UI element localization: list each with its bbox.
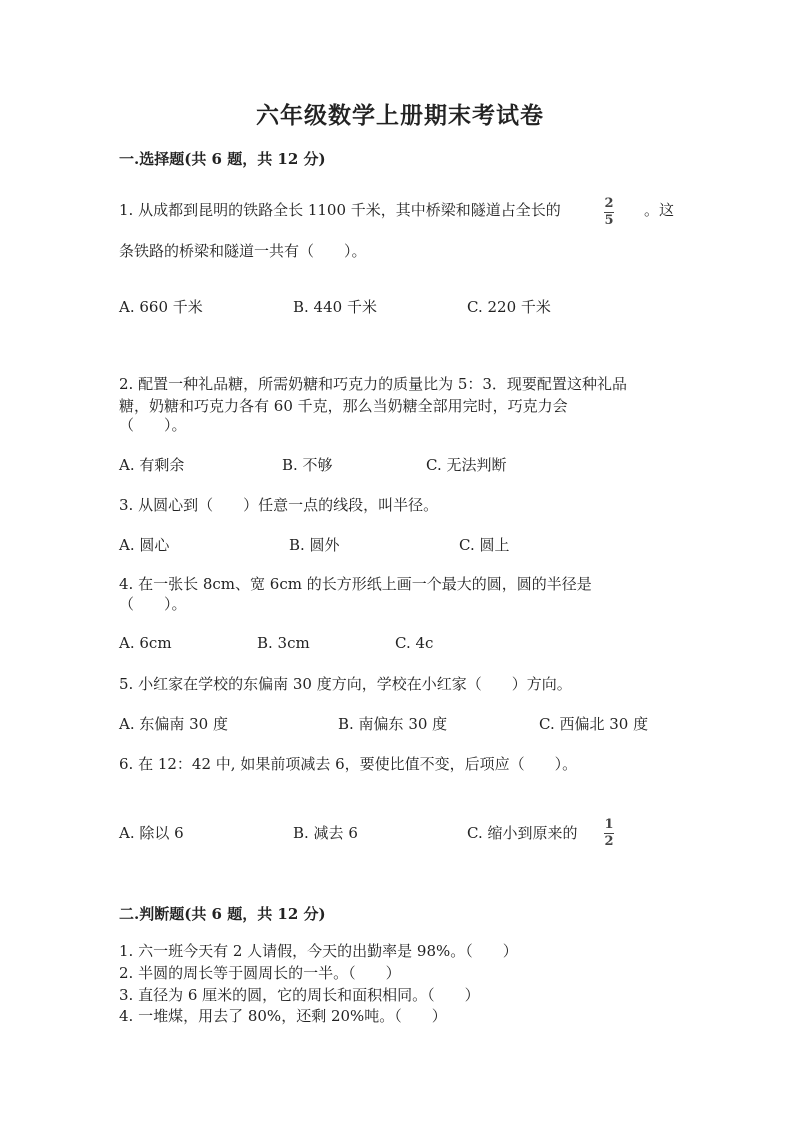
section-heading-judgement: 二.判断题(共 6 题，共 12 分)	[119, 905, 326, 923]
question-6-option-c[interactable]: C. 缩小到原来的	[467, 824, 578, 842]
fraction-two-fifths	[604, 197, 614, 228]
judgement-item-2: 2. 半圆的周长等于圆周长的一半。（ ）	[119, 964, 401, 982]
question-3-option-b[interactable]: B. 圆外	[289, 536, 340, 554]
question-4-line-1: 4. 在一张长 8cm、宽 6cm 的长方形纸上画一个最大的圆，圆的半径是	[119, 575, 592, 593]
question-3-line-1: 3. 从圆心到（ ）任意一点的线段，叫半径。	[119, 496, 439, 514]
question-3-option-c[interactable]: C. 圆上	[459, 536, 510, 554]
question-2-line-1: 2. 配置一种礼品糖，所需奶糖和巧克力的质量比为 5：3．现要配置这种礼品	[119, 375, 627, 393]
judgement-item-1: 1. 六一班今天有 2 人请假，今天的出勤率是 98%。（ ）	[119, 942, 518, 960]
question-2-line-3: （ ）。	[119, 416, 187, 434]
question-6-option-b[interactable]: B. 减去 6	[293, 824, 358, 842]
question-2-option-c[interactable]: C. 无法判断	[426, 456, 507, 474]
question-1-line-2: 条铁路的桥梁和隧道一共有（ ）。	[119, 242, 367, 260]
question-1-line-1	[119, 199, 561, 221]
judgement-item-4: 4. 一堆煤，用去了 80%，还剩 20%吨。（ ）	[119, 1007, 447, 1025]
question-4-line-2: （ ）。	[119, 595, 187, 613]
question-4-option-c[interactable]: C. 4c	[395, 634, 434, 652]
question-5-line-1: 5. 小红家在学校的东偏南 30 度方向，学校在小红家（ ）方向。	[119, 675, 572, 693]
question-6-option-a[interactable]: A. 除以 6	[119, 824, 184, 842]
question-4-option-b[interactable]: B. 3cm	[257, 634, 310, 652]
question-1-text: 1. 从成都到昆明的铁路全长 1100 千米，其中桥梁和隧道占全长的	[119, 201, 561, 219]
page-title: 六年级数学上册期末考试卷	[256, 102, 544, 129]
question-3-option-a[interactable]: A. 圆心	[119, 536, 170, 554]
question-1-suffix: 。这	[644, 201, 675, 219]
question-2-line-2: 糖，奶糖和巧克力各有 60 千克，那么当奶糖全部用完时，巧克力会	[119, 397, 568, 415]
question-2-option-a[interactable]: A. 有剩余	[119, 456, 185, 474]
question-5-option-a[interactable]: A. 东偏南 30 度	[119, 715, 228, 733]
question-6-line-1: 6. 在 12：42 中, 如果前项减去 6，要使比值不变，后项应（ ）。	[119, 755, 578, 773]
fraction-numerator: 1	[604, 817, 614, 832]
fraction-numerator: 2	[604, 196, 614, 211]
question-5-option-c[interactable]: C. 西偏北 30 度	[539, 715, 649, 733]
question-4-option-a[interactable]: A. 6cm	[119, 634, 172, 652]
fraction-one-half	[604, 818, 614, 849]
question-1-option-a[interactable]: A. 660 千米	[119, 298, 203, 316]
section-heading-choice: 一.选择题(共 6 题，共 12 分)	[119, 150, 326, 168]
fraction-denominator: 5	[604, 213, 614, 228]
question-5-option-b[interactable]: B. 南偏东 30 度	[338, 715, 448, 733]
question-1-option-c[interactable]: C. 220 千米	[467, 298, 551, 316]
question-2-option-b[interactable]: B. 不够	[282, 456, 333, 474]
question-1-option-b[interactable]: B. 440 千米	[293, 298, 377, 316]
fraction-denominator: 2	[604, 834, 614, 849]
judgement-item-3: 3. 直径为 6 厘米的圆，它的周长和面积相同。（ ）	[119, 986, 480, 1004]
